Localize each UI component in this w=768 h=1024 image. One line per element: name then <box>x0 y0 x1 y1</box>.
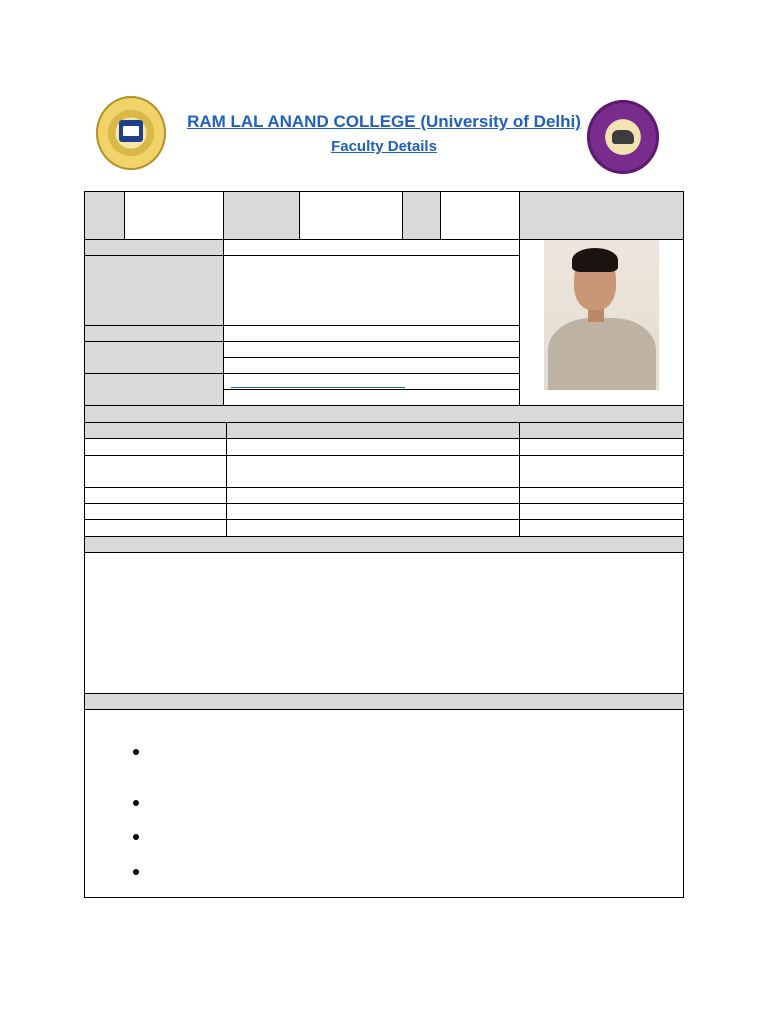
bullet-point <box>133 800 139 806</box>
table-row <box>519 519 684 537</box>
elephant-icon <box>612 130 634 144</box>
label-cell-4 <box>84 341 224 374</box>
header-cell-7 <box>519 191 684 240</box>
section-header-3 <box>84 693 684 710</box>
label-cell-5 <box>84 373 224 406</box>
section-body-3 <box>84 709 684 898</box>
table-row <box>519 455 684 488</box>
header-cell-3 <box>223 191 300 240</box>
qualification-section-header <box>84 405 684 423</box>
bullet-point <box>133 749 139 755</box>
table-row <box>519 503 684 520</box>
table-row <box>84 438 227 456</box>
university-of-delhi-seal-icon <box>587 100 659 174</box>
table-row <box>226 455 520 488</box>
bullet-point <box>133 834 139 840</box>
table-row <box>84 455 227 488</box>
label-cell-3 <box>84 325 224 342</box>
header-cell-4 <box>299 191 403 240</box>
header-cell-2 <box>124 191 224 240</box>
value-cell-3 <box>223 325 520 342</box>
qualification-col-header-2 <box>226 422 520 439</box>
value-cell-4b <box>223 357 520 374</box>
value-cell-1 <box>223 239 520 256</box>
qualification-col-header-3 <box>519 422 684 439</box>
label-cell-2 <box>84 255 224 326</box>
table-row <box>519 438 684 456</box>
email-link[interactable] <box>231 387 405 388</box>
header-cell-1 <box>84 191 125 240</box>
college-title: RAM LAL ANAND COLLEGE (University of Delhi) <box>187 112 581 131</box>
photo-shirt <box>548 318 656 390</box>
table-row <box>84 503 227 520</box>
page-subtitle: Faculty Details <box>331 138 437 155</box>
table-row <box>84 487 227 504</box>
table-row <box>226 438 520 456</box>
value-cell-2 <box>223 255 520 326</box>
table-row <box>226 519 520 537</box>
section-header-2 <box>84 536 684 553</box>
college-seal-icon <box>96 96 166 170</box>
value-cell-5b <box>223 389 520 406</box>
header-cell-6 <box>440 191 520 240</box>
faculty-photo <box>544 240 659 390</box>
table-row <box>519 487 684 504</box>
section-body-2 <box>84 552 684 694</box>
photo-hair <box>572 248 618 272</box>
table-row <box>226 503 520 520</box>
value-cell-4a <box>223 341 520 358</box>
table-row <box>226 487 520 504</box>
label-cell-1 <box>84 239 224 256</box>
bullet-point <box>133 869 139 875</box>
header-cell-5 <box>402 191 441 240</box>
table-row <box>84 519 227 537</box>
qualification-col-header-1 <box>84 422 227 439</box>
